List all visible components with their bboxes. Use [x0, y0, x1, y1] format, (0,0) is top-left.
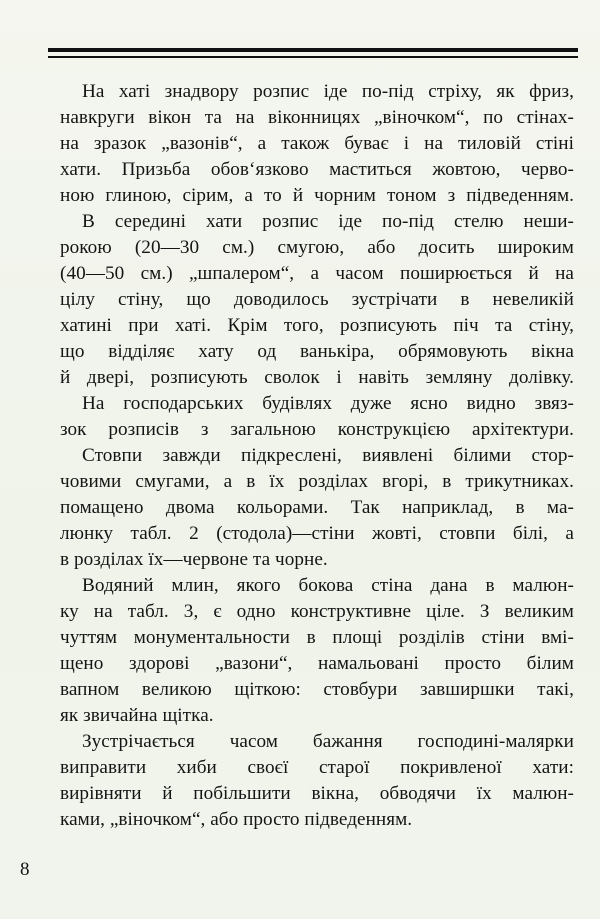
text-line: Водяний млин, якого бокова стіна дана в малюн- — [82, 575, 574, 596]
text-line: На господарських будівлях дуже ясно видно звяз- — [82, 393, 574, 414]
header-rule-thick — [48, 48, 578, 52]
text-line: що відділяє хату од ванькіра, обрямовують вікна — [60, 341, 574, 362]
page-number: 8 — [20, 859, 30, 880]
text-line: вирівняти й побільшити вікна, обводячи їх малюн- — [60, 783, 574, 804]
text-line: хати. Призьба обов‘язково маститься жовтою, черво- — [60, 159, 574, 180]
text-line: помащено двома кольорами. Так наприклад, в ма- — [60, 497, 574, 518]
text-line: люнку табл. 2 (стодола)—стіни жовті, стовпи білі, а — [60, 523, 574, 544]
text-line: вапном великою щіткою: стовбури завширшки такі, — [60, 679, 574, 700]
text-line: ками, „віночком“, або просто підведенням. — [60, 809, 413, 830]
text-line: ку на табл. 3, є одно конструктивне ціле. З великим — [60, 601, 574, 622]
text-line: зок розписів з загальною конструкцією архітектури. — [60, 419, 574, 440]
text-line: й двері, розписують сволок і навіть земляну долівку. — [60, 367, 574, 388]
text-line: чуттям монументальности в площі розділів стіни вмі- — [60, 627, 574, 648]
body-text — [60, 79, 574, 833]
text-line: човими смугами, а в їх розділах вгорі, в трикутниках. — [60, 471, 574, 492]
text-line: цілу стіну, що доводилось зустрічати в невеликій — [60, 289, 574, 310]
text-line: на зразок „вазонів“, а також буває і на тиловій стіні — [60, 133, 574, 154]
text-line: Стовпи завжди підкреслені, виявлені білими стор- — [82, 445, 574, 466]
text-line: хатині при хаті. Крім того, розписують піч та стіну, — [60, 315, 574, 336]
text-line: (40—50 см.) „шпалером“, а часом поширюється й на — [60, 263, 574, 284]
text-line: щено здорові „вазони“, намальовані просто білим — [60, 653, 574, 674]
text-line: На хаті знадвору розпис іде по-під стріху, як фриз, — [82, 81, 574, 102]
text-line: рокою (20—30 см.) смугою, або досить широким — [60, 237, 574, 258]
text-line: ною глиною, сірим, а то й чорним тоном з підведенням. — [60, 185, 574, 206]
text-line: в розділах їх—червоне та чорне. — [60, 549, 328, 570]
text-line: навкруги вікон та на віконницях „віночком“, по стінах- — [60, 107, 574, 128]
text-line: В середині хати розпис іде по-під стелю неши- — [82, 211, 574, 232]
text-line: виправити хиби своєї старої покривленої хати: — [60, 757, 574, 778]
text-line: як звичайна щітка. — [60, 705, 214, 726]
header-rule-thin — [48, 56, 578, 58]
text-line: Зустрічається часом бажання господині-малярки — [82, 731, 574, 752]
